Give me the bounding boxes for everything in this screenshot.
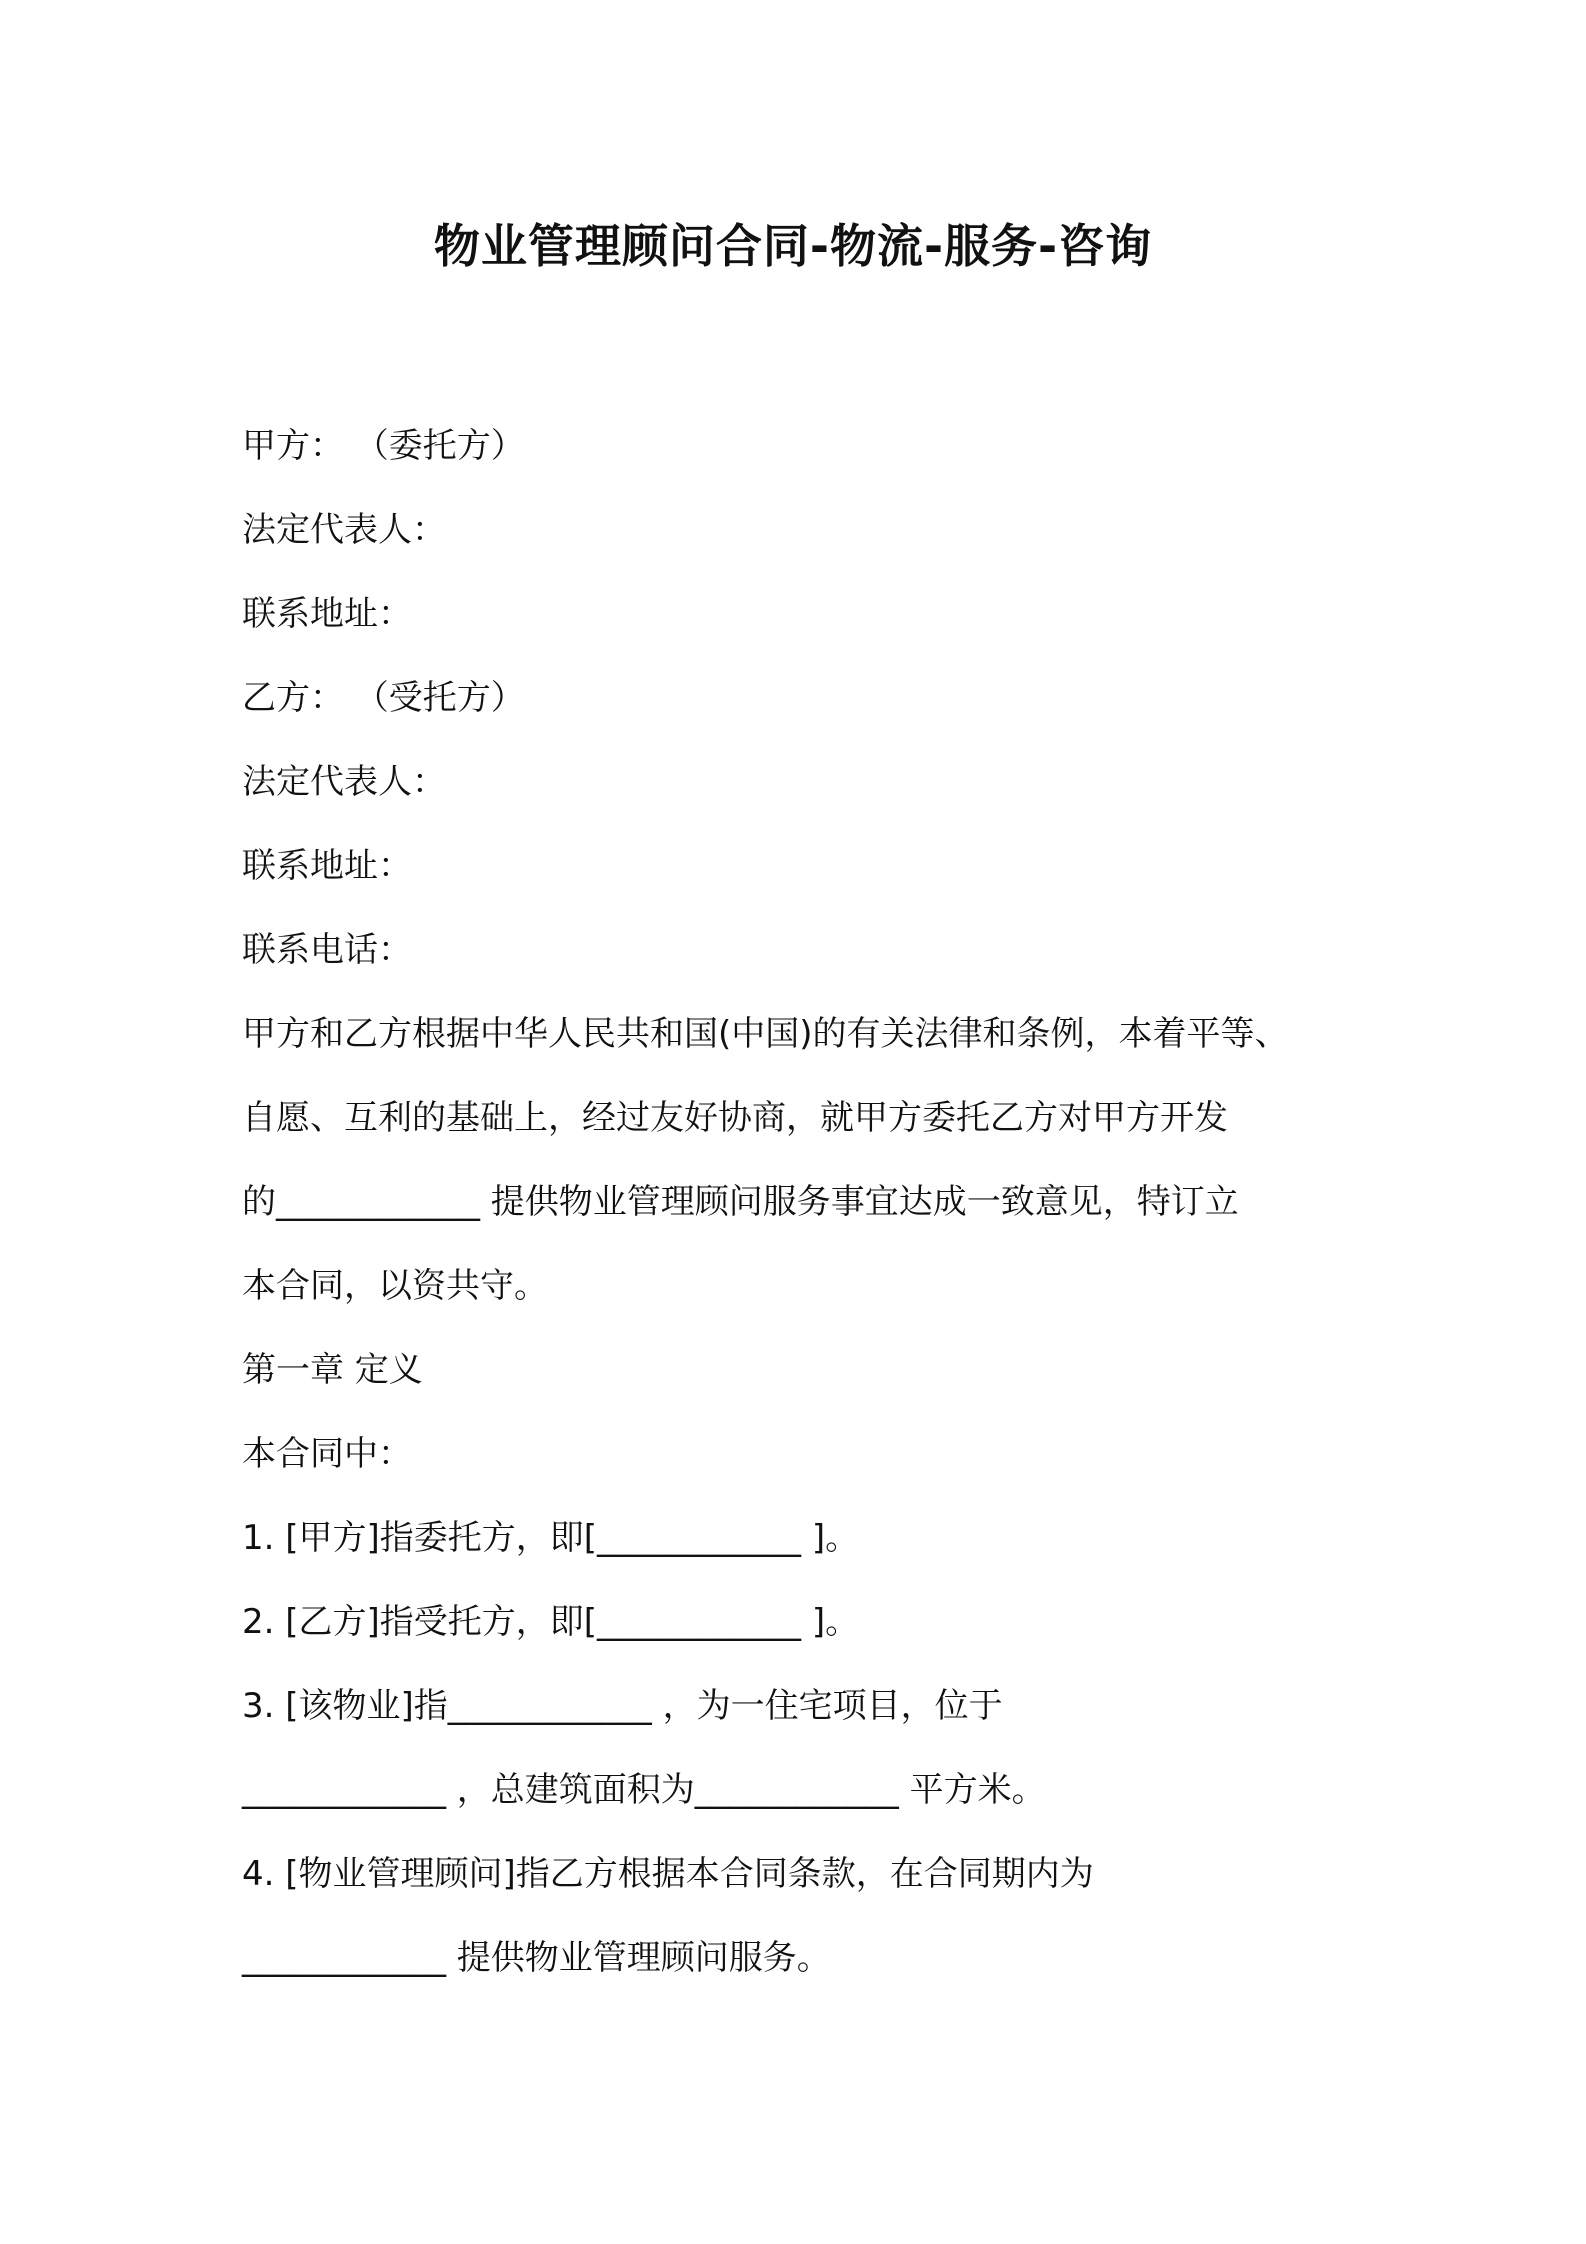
definition-4-line-1: 4. [物业管理顾问]指乙方根据本合同条款，在合同期内为 (242, 1854, 1094, 1894)
preamble-line-2: 自愿、互利的基础上，经过友好协商，就甲方委托乙方对甲方开发 (242, 1098, 1228, 1138)
definition-3-line-2: ____________ ，总建筑面积为____________ 平方米。 (242, 1770, 1046, 1810)
definition-4-line-2: ____________ 提供物业管理顾问服务。 (242, 1938, 831, 1978)
document-body (242, 404, 1362, 2000)
party-b-line: 乙方： （受托方） (242, 678, 525, 718)
party-a-address: 联系地址： (242, 594, 412, 634)
preamble-line-4: 本合同，以资共守。 (242, 1266, 548, 1306)
definition-3-line-1: 3. [该物业]指____________ ，为一住宅项目，位于 (242, 1686, 1003, 1726)
chapter-heading: 第一章 定义 (242, 1350, 423, 1390)
party-b-legal-representative: 法定代表人： (242, 762, 446, 802)
party-b-address: 联系地址： (242, 846, 412, 886)
party-b-phone: 联系电话： (242, 930, 412, 970)
document-title: 物业管理顾问合同-物流-服务-咨询 (433, 219, 1153, 273)
party-a-line: 甲方： （委托方） (242, 426, 525, 466)
preamble-line-1: 甲方和乙方根据中华人民共和国(中国)的有关法律和条例，本着平等、 (242, 1014, 1289, 1054)
definition-2: 2. [乙方]指受托方，即[____________ ]。 (242, 1602, 860, 1642)
definition-1: 1. [甲方]指委托方，即[____________ ]。 (242, 1518, 860, 1558)
party-a-legal-representative: 法定代表人： (242, 510, 446, 550)
definitions-intro: 本合同中： (242, 1434, 412, 1474)
preamble-line-3: 的____________ 提供物业管理顾问服务事宜达成一致意见，特订立 (242, 1182, 1239, 1222)
